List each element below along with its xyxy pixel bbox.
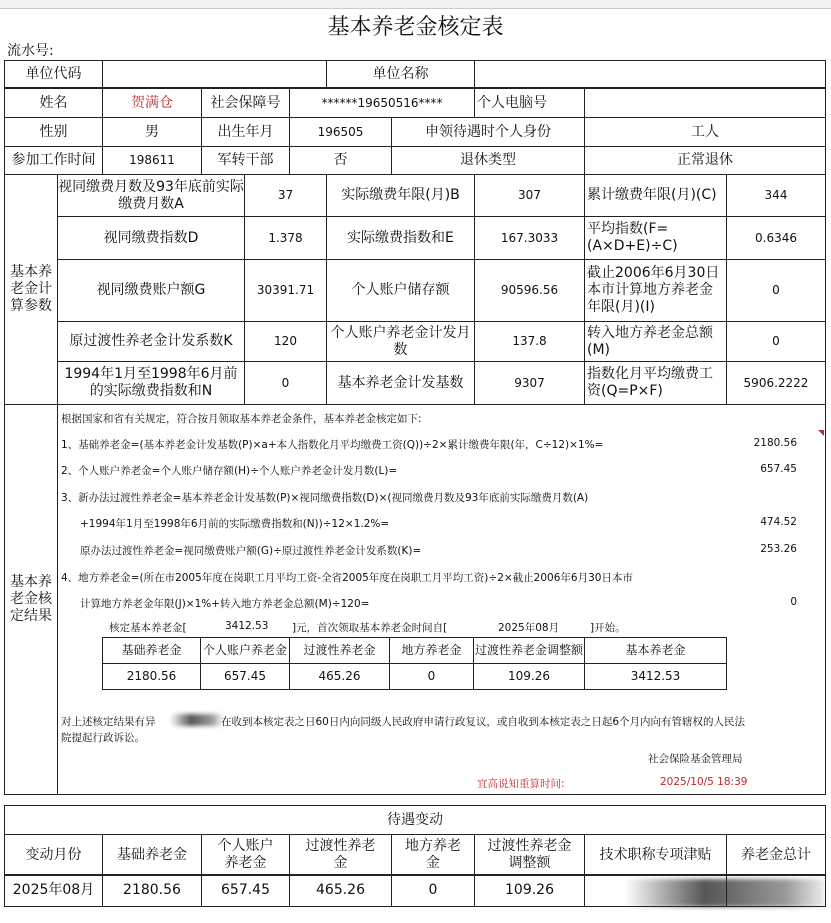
param-value: 0 — [244, 361, 327, 405]
comment-marker-icon — [818, 430, 824, 436]
name-label: 姓名 — [4, 88, 103, 118]
summary-value: 3412.53 — [584, 663, 727, 690]
formula-value: 2180.56 — [753, 437, 797, 449]
param-value: 1.378 — [244, 216, 327, 260]
summary-value: 2180.56 — [102, 663, 201, 690]
column-header-bar — [0, 0, 831, 9]
summary-value: 109.26 — [473, 663, 585, 690]
unit-name-value — [474, 60, 826, 88]
param-label: 个人账户养老金计发月数 — [326, 321, 475, 362]
start-month: 2025年08月 — [498, 622, 560, 634]
param-value: 137.8 — [474, 321, 585, 362]
serial-label: 流水号: — [7, 43, 54, 59]
approved-mid: ]元，首次领取基本养老金时间自[ — [292, 622, 448, 634]
formula-line: 3、新办法过渡性养老金=基本养老金计发基数(P)×视同缴费指数(D)×(视同缴费月数及93年底前实际缴费月数(A) — [61, 492, 589, 504]
result-section-label: 基本养老金核定结果 — [4, 404, 58, 795]
param-label: 指数化月平均缴费工资(Q=P×F) — [584, 361, 727, 405]
gender-label: 性别 — [4, 117, 103, 147]
redacted-blur — [170, 714, 222, 726]
gender-value: 男 — [102, 117, 202, 147]
recalc-time: 2025/10/5 18:39 — [660, 776, 748, 788]
summary-header: 地方养老金 — [389, 637, 474, 664]
param-label: 累计缴费年限(月)(C) — [584, 174, 727, 217]
formula-value: 253.26 — [760, 543, 797, 555]
param-value: 37 — [244, 174, 327, 217]
changes-title: 待遇变动 — [4, 805, 826, 835]
unit-code-value — [102, 60, 327, 88]
param-value: 5906.2222 — [726, 361, 826, 405]
summary-header: 基本养老金 — [584, 637, 727, 664]
param-label: 视同缴费月数及93年底前实际缴费月数A — [57, 174, 245, 217]
formula-line: 计算地方养老金年限(J)×1%+转入地方养老金总额(M)÷120= — [80, 598, 370, 610]
param-value: 167.3033 — [474, 216, 585, 260]
changes-value: 0 — [391, 874, 475, 907]
param-label: 实际缴费指数和E — [326, 216, 475, 260]
param-label: 视同缴费指数D — [57, 216, 245, 260]
summary-header: 过渡性养老金 — [289, 637, 390, 664]
param-value: 120 — [244, 321, 327, 362]
formula-line: +1994年1月至1998年6月前的实际缴费指数和(N))÷12×1.2%= — [80, 518, 390, 530]
param-label: 原过渡性养老金计发系数K — [57, 321, 245, 362]
param-value: 30391.71 — [244, 259, 327, 322]
changes-value: 657.45 — [201, 874, 290, 907]
formula-value: 0 — [790, 596, 797, 608]
identity-label: 申领待遇时个人身份 — [391, 117, 585, 147]
ssn-value: ******19650516**** — [289, 88, 475, 118]
formula-line: 原办法过渡性养老金=视同缴费账户额(G)÷原过渡性养老金计发系数(K)= — [80, 545, 422, 557]
param-value: 0.6346 — [726, 216, 826, 260]
retire-type-value: 正常退休 — [584, 146, 826, 175]
changes-header: 技术职称专项津贴 — [584, 834, 727, 876]
work-start-label: 参加工作时间 — [4, 146, 103, 175]
birth-value: 196505 — [289, 117, 392, 147]
identity-value: 工人 — [584, 117, 826, 147]
changes-header: 基础养老金 — [102, 834, 202, 876]
param-value: 344 — [726, 174, 826, 217]
summary-value: 657.45 — [200, 663, 290, 690]
summary-header: 过渡性养老金调整额 — [473, 637, 585, 664]
summary-value: 465.26 — [289, 663, 390, 690]
summary-header: 基础养老金 — [102, 637, 201, 664]
pc-no-label: 个人电脑号 — [474, 88, 585, 118]
military-value: 否 — [289, 146, 392, 175]
ssn-label: 社会保障号 — [201, 88, 290, 118]
changes-header: 养老金总计 — [726, 834, 826, 876]
changes-header: 地方养老金 — [391, 834, 475, 876]
param-label: 基本养老金计发基数 — [326, 361, 475, 405]
changes-header: 个人账户养老金 — [201, 834, 290, 876]
pc-no-value — [584, 88, 826, 118]
approved-amount: 3412.53 — [225, 620, 269, 632]
params-section-label: 基本养老金计算参数 — [4, 174, 58, 405]
changes-value: 465.26 — [289, 874, 392, 907]
notice-part-c: 院提起行政诉讼。 — [61, 732, 145, 744]
birth-label: 出生年月 — [201, 117, 290, 147]
changes-header: 过渡性养老金调整额 — [474, 834, 585, 876]
param-label: 个人账户储存额 — [326, 259, 475, 322]
military-label: 军转干部 — [201, 146, 290, 175]
changes-header: 过渡性养老金 — [289, 834, 392, 876]
formula-value: 657.45 — [760, 463, 797, 475]
param-label: 视同缴费账户额G — [57, 259, 245, 322]
summary-header: 个人账户养老金 — [200, 637, 290, 664]
result-intro: 根据国家和省有关规定，符合按月领取基本养老金条件，基本养老金核定如下: — [61, 413, 422, 425]
changes-value: 109.26 — [474, 874, 585, 907]
changes-value: 2025年08月 — [4, 874, 103, 907]
param-value: 0 — [726, 321, 826, 362]
approved-suffix: ]开始。 — [590, 622, 626, 634]
formula-line: 1、基础养老金=(基本养老金计发基数(P)×a+本人指数化月平均缴费工资(Q))÷2×累计缴费年限(年，C÷12)×1%= — [61, 439, 604, 451]
notice-part-b: 在收到本核定表之日60日内向同级人民政府申请行政复议，或自收到本核定表之日起6个月内向有管辖权的人民法 — [221, 716, 746, 728]
name-value: 贺满仓 — [102, 88, 202, 118]
recalc-label: 宜高说知重算时间: — [477, 778, 565, 790]
param-value: 307 — [474, 174, 585, 217]
retire-type-label: 退休类型 — [391, 146, 585, 175]
formula-value: 474.52 — [760, 516, 797, 528]
formula-line: 2、个人账户养老金=个人账户储存额(H)÷个人账户养老金计发月数(L)= — [61, 465, 398, 477]
param-label: 平均指数(F=(A×D+E)÷C) — [584, 216, 727, 260]
changes-value — [584, 874, 727, 907]
param-value: 90596.56 — [474, 259, 585, 322]
unit-code-label: 单位代码 — [4, 60, 103, 88]
param-label: 1994年1月至1998年6月前的实际缴费指数和N — [57, 361, 245, 405]
work-start-value: 198611 — [102, 146, 202, 175]
param-label: 实际缴费年限(月)B — [326, 174, 475, 217]
param-label: 转入地方养老金总额(M) — [584, 321, 727, 362]
param-value: 9307 — [474, 361, 585, 405]
formula-line: 4、地方养老金=(所在市2005年度在岗职工月平均工资-全省2005年度在岗职工月平均工资)÷2×截止2006年6月30日本市 — [61, 572, 633, 584]
changes-value — [726, 874, 826, 907]
param-value: 0 — [726, 259, 826, 322]
summary-value: 0 — [389, 663, 474, 690]
notice-part-a: 对上述核定结果有异 — [61, 716, 156, 728]
unit-name-label: 单位名称 — [326, 60, 475, 88]
approved-prefix: 核定基本养老金[ — [109, 622, 187, 634]
issuer: 社会保险基金管理局 — [648, 753, 743, 765]
changes-header: 变动月份 — [4, 834, 103, 876]
changes-value: 2180.56 — [102, 874, 202, 907]
param-label: 截止2006年6月30日本市计算地方养老金年限(月)(I) — [584, 259, 727, 322]
page-title: 基本养老金核定表 — [327, 15, 504, 40]
